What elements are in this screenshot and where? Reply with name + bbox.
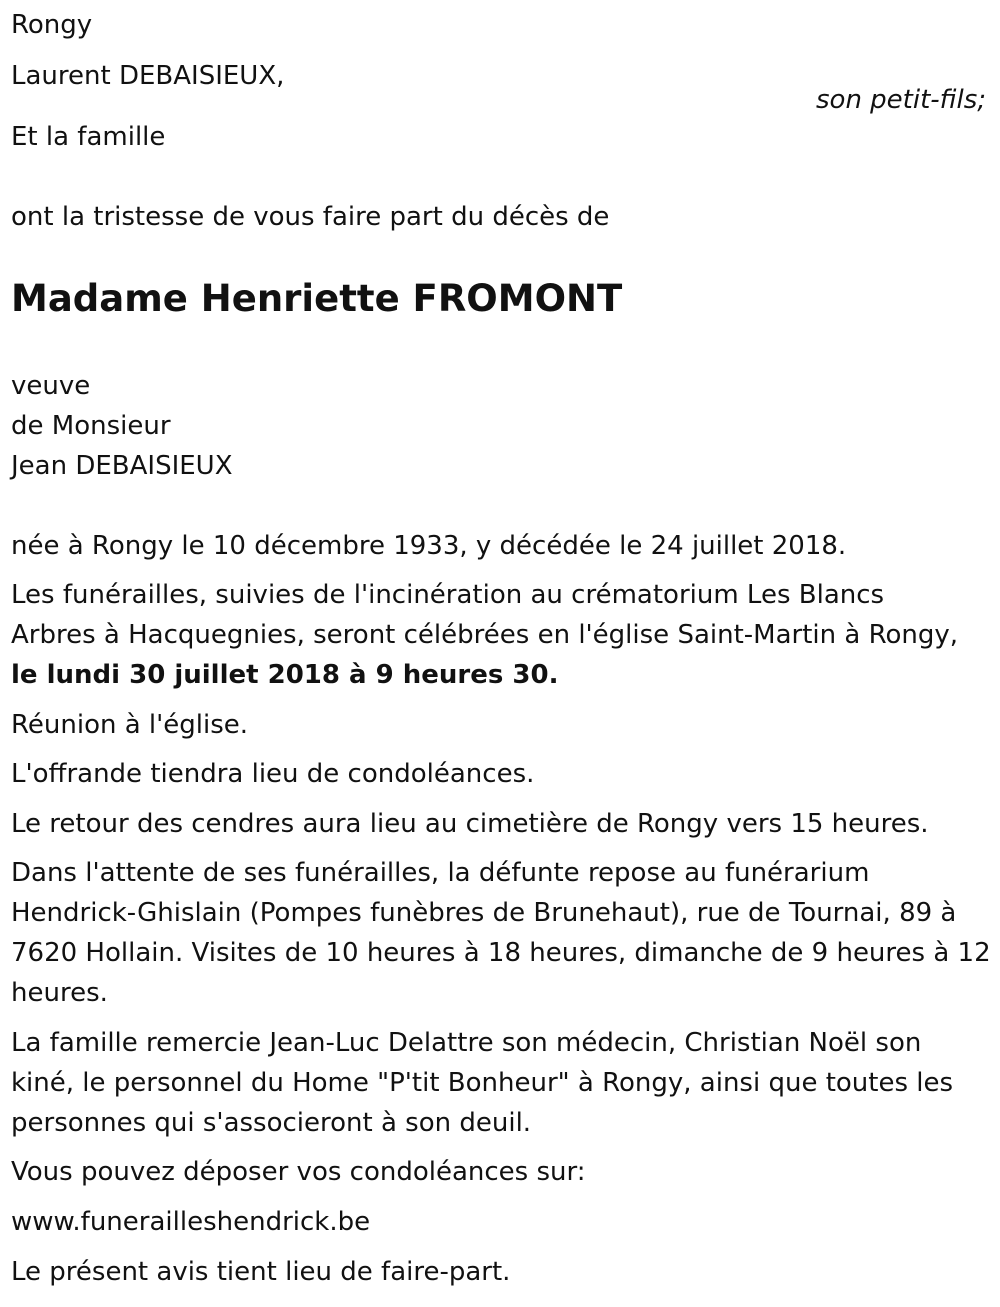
website-link[interactable]: www.funerailleshendrick.be [11, 1207, 371, 1237]
rest-line-1: Dans l'attente de ses funérailles, la défunte repose au funérarium [11, 858, 870, 888]
ashes-line: Le retour des cendres aura lieu au cimetière de Rongy vers 15 heures. [11, 809, 929, 839]
thanks-line-2: kiné, le personnel du Home "P'tit Bonheur" à Rongy, ainsi que toutes les [11, 1068, 954, 1098]
relative-role: son petit-fils; [815, 85, 986, 115]
thanks-line-1: La famille remercie Jean-Luc Delattre son médecin, Christian Noël son [11, 1028, 922, 1058]
closing-line: Le présent avis tient lieu de faire-part. [11, 1257, 511, 1287]
relative-name: Laurent DEBAISIEUX, [11, 61, 285, 91]
widow-line-3: Jean DEBAISIEUX [11, 451, 233, 481]
birth-death: née à Rongy le 10 décembre 1933, y décédée le 24 juillet 2018. [11, 531, 847, 561]
condolences-intro: Vous pouvez déposer vos condoléances sur: [11, 1157, 586, 1187]
meeting-line: Réunion à l'église. [11, 710, 249, 740]
rest-line-3: 7620 Hollain. Visites de 10 heures à 18 heures, dimanche de 9 heures à 12 [11, 938, 991, 968]
widow-line-1: veuve [11, 371, 91, 401]
funeral-line-2: Arbres à Hacquegnies, seront célébrées en l'église Saint-Martin à Rongy, [11, 620, 959, 650]
announcement: ont la tristesse de vous faire part du décès de [11, 202, 610, 232]
family-line: Et la famille [11, 122, 166, 152]
rest-line-4: heures. [11, 978, 108, 1008]
place-name: Rongy [11, 10, 93, 40]
rest-line-2: Hendrick-Ghislain (Pompes funèbres de Brunehaut), rue de Tournai, 89 à [11, 898, 957, 928]
funeral-date: le lundi 30 juillet 2018 à 9 heures 30. [11, 660, 559, 690]
widow-line-2: de Monsieur [11, 411, 171, 441]
thanks-line-3: personnes qui s'associeront à son deuil. [11, 1108, 532, 1138]
offering-line: L'offrande tiendra lieu de condoléances. [11, 759, 535, 789]
deceased-name: Madame Henriette FROMONT [11, 277, 623, 320]
funeral-line-1: Les funérailles, suivies de l'incinération au crématorium Les Blancs [11, 580, 885, 610]
